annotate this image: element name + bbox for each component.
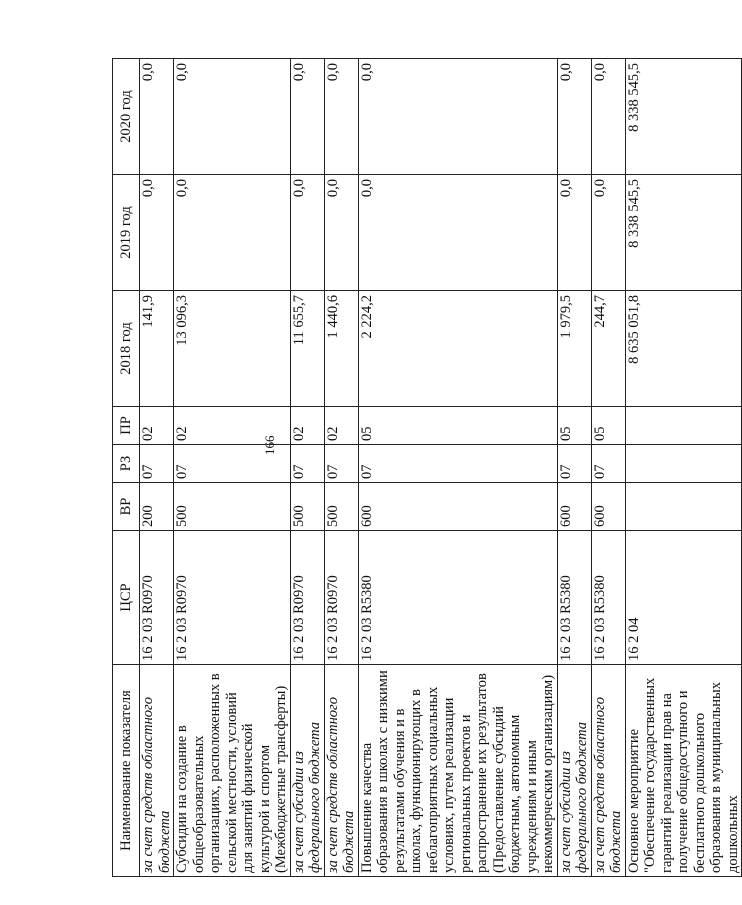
pr-cell: 05 [358,407,557,445]
pr-cell: 02 [174,407,291,445]
csr-cell: 16 2 03 R5380 [557,531,591,665]
vr-cell: 200 [140,483,174,531]
y2020-cell: 8 338 545,5 [625,59,742,175]
y2019-cell: 0,0 [557,175,591,291]
indicator-name-cell: за счет средств областного бюджета [140,665,174,877]
pr-cell: 05 [557,407,591,445]
page-number: 166 [262,435,277,455]
header-cell: ПР [113,407,140,445]
rz-cell [625,445,742,483]
header-cell: 2019 год [113,175,140,291]
y2018-cell: 11 655,7 [290,291,324,407]
rz-cell: 07 [174,445,291,483]
vr-cell: 500 [290,483,324,531]
y2018-cell: 244,7 [591,291,625,407]
rz-cell: 07 [591,445,625,483]
rz-cell: 07 [290,445,324,483]
y2020-cell: 0,0 [174,59,291,175]
vr-cell: 500 [174,483,291,531]
header-cell: 2018 год [113,291,140,407]
indicator-name-cell: за счет средств областного бюджета [324,665,358,877]
y2019-cell: 0,0 [358,175,557,291]
csr-cell: 16 2 03 R5380 [591,531,625,665]
csr-cell: 16 2 03 R0970 [174,531,291,665]
table-row [324,59,358,877]
header-cell: Наименование показателя [113,665,140,877]
pr-cell: 02 [140,407,174,445]
rotated-budget-table-page [112,59,741,877]
y2018-cell: 8 635 051,8 [625,291,742,407]
y2018-cell: 13 096,3 [174,291,291,407]
vr-cell: 600 [557,483,591,531]
table-row [625,59,742,877]
rz-cell: 07 [140,445,174,483]
table-row [140,59,174,877]
y2019-cell: 8 338 545,5 [625,175,742,291]
y2018-cell: 141,9 [140,291,174,407]
pr-cell: 02 [290,407,324,445]
y2020-cell: 0,0 [358,59,557,175]
table-row [174,59,291,877]
y2019-cell: 0,0 [324,175,358,291]
indicator-name-cell: за счет субсидии из федерального бюджета [290,665,324,877]
header-cell: 2020 год [113,59,140,175]
csr-cell: 16 2 04 [625,531,742,665]
table-header-row [113,59,140,877]
y2020-cell: 0,0 [140,59,174,175]
y2020-cell: 0,0 [557,59,591,175]
csr-cell: 16 2 03 R5380 [358,531,557,665]
y2020-cell: 0,0 [290,59,324,175]
pr-cell [625,407,742,445]
pr-cell: 05 [591,407,625,445]
table-row [290,59,324,877]
rz-cell: 07 [324,445,358,483]
indicator-name-cell: Основное мероприятие "Обеспечение государственных гарантий реализации прав на получение общедоступного и бесплатного дошкольного образования в муниципальных дошкольных [625,665,742,877]
y2018-cell: 1 979,5 [557,291,591,407]
csr-cell: 16 2 03 R0970 [140,531,174,665]
vr-cell: 500 [324,483,358,531]
indicator-name-cell: за счет средств областного бюджета [591,665,625,877]
table-row [557,59,591,877]
indicator-name-cell: Повышение качества образования в школах с низкими результатами обучения и в школах, функционирующих в неблагоприятных социальных условиях, путем реализации региональных проектов и распространение их результатов (Предоставление субсидий бюджетным, автономным учреждениям и иным некоммерческим организациям) [358,665,557,877]
budget-table [112,58,742,877]
table-row [358,59,557,877]
y2018-cell: 2 224,2 [358,291,557,407]
y2020-cell: 0,0 [591,59,625,175]
y2018-cell: 1 440,6 [324,291,358,407]
rz-cell: 07 [358,445,557,483]
header-cell: РЗ [113,445,140,483]
y2019-cell: 0,0 [174,175,291,291]
pr-cell: 02 [324,407,358,445]
indicator-name-cell: Субсидии на создание в общеобразовательных организациях, расположенных в сельской местности, условий для занятий физической культурой и спортом (Межбюджетные трансферты) [174,665,291,877]
csr-cell: 16 2 03 R0970 [324,531,358,665]
vr-cell: 600 [591,483,625,531]
y2019-cell: 0,0 [290,175,324,291]
header-cell: ЦСР [113,531,140,665]
header-cell: ВР [113,483,140,531]
csr-cell: 16 2 03 R0970 [290,531,324,665]
y2019-cell: 0,0 [140,175,174,291]
table-row [591,59,625,877]
vr-cell: 600 [358,483,557,531]
y2019-cell: 0,0 [591,175,625,291]
rz-cell: 07 [557,445,591,483]
vr-cell [625,483,742,531]
y2020-cell: 0,0 [324,59,358,175]
indicator-name-cell: за счет субсидии из федерального бюджета [557,665,591,877]
